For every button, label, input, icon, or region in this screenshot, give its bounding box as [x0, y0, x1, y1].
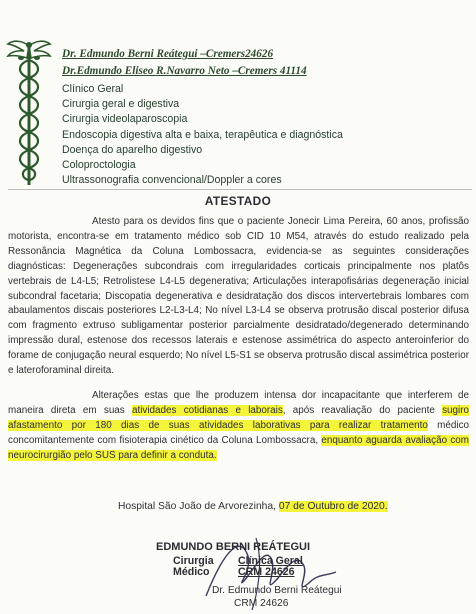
date-text: 07 de Outubro de 2020.: [278, 501, 388, 512]
highlighted-text: sugiro afastamento por 180 dias de suas atividades laborativas para realizar tratamento: [8, 404, 469, 431]
document-title: ATESTADO: [204, 194, 272, 208]
certificate-paragraph-1: Atesto para os devidos fins que o paciente Jonecir Lima Pereira, 60 anos, profissão motorista, encontra-se em tratamento médico sob CID 10 M54, através do estudo realizado pela Ressonância Magnética da Coluna Lombossacra, evidencia-se as seguintes considerações diagnósticas: Degenerações subcondrais com irregularidades corticais principalmente nos platôs vertebrais de L4-L5; Retrolistese L4-L5 degenerativa; Articulações interapofisárias degeneração inicial subcondral facetaria; Discopatia degenerativa e desidratação dos discos intervertebrais lombares com abaulamentos discais posteriores L2-L3-L4; No nível L3-L4 se observa protrusão discal posterior difusa com fragmento extruso subligamentar posterior parcialmente desidratado/degenerado determinando impressão dural, estenose dos recessos laterais e estenose assimétrica do aspecto anteroinferior do forame de conjugação neural esquerdo; No nível L5-S1 se observa protrusão discal assimétrica posterior e lateroforaminal direita.: [8, 216, 469, 377]
specialty-item: Cirurgia geral e digestiva: [62, 98, 180, 111]
certificate-paragraph-2: [8, 389, 469, 464]
specialty-item: Coloproctologia: [62, 159, 136, 172]
specialty-item: Clínico Geral: [62, 83, 124, 95]
stamp-right-line-1: Clínica Geral: [238, 555, 303, 567]
stamp-right-line-2: CRM 24626: [238, 566, 295, 578]
paragraph-text: médico concomitantemente com fisioterapia cinético da Coluna Lombossacra,: [8, 419, 469, 446]
specialty-item: Cirurgia videolaparoscopia: [62, 113, 188, 126]
doctor-name-1: Dr. Edmundo Berni Reátegui –Cremers24626: [62, 48, 274, 60]
caduceus-icon: [6, 38, 52, 188]
place-and-date: [118, 501, 388, 512]
header-divider: [8, 189, 472, 190]
signature-crm: CRM 24626: [234, 598, 289, 609]
stamp-left-line-2: Médico: [173, 566, 210, 578]
stamp-left-line-1: Cirurgia: [173, 555, 214, 567]
highlighted-text: atividades cotidianas e laborais: [132, 404, 283, 416]
specialty-item: Endoscopia digestiva alta e baixa, terapêutica e diagnóstica: [62, 128, 343, 141]
paragraph-text: , após reavaliação do paciente: [282, 404, 443, 416]
stamp-specialty-left: [173, 556, 214, 578]
specialties-list: [62, 82, 343, 188]
specialty-item: Doença do aparelho digestivo: [62, 143, 203, 156]
specialty-item: Ultrassonografia convencional/Doppler a cores: [62, 174, 282, 187]
paragraph-text: Alterações estas que lhe produzem intensa dor incapacitante que interferem de maneira direta em suas: [8, 390, 469, 416]
signature-name: Dr. Edmundo Berni Reátegui: [212, 585, 342, 596]
highlighted-text: enquanto aguarda avaliação com neurocirurgião pelo SUS para definir a conduta.: [8, 434, 469, 461]
stamp-specialty-right: [238, 556, 303, 578]
stamp-doctor-name: EDMUNDO BERNI REÁTEGUI: [156, 541, 311, 553]
doctor-name-2: Dr.Edmundo Eliseo R.Navarro Neto –Cremers 41114: [62, 65, 307, 77]
place-text: Hospital São João de Arvorezinha,: [118, 501, 279, 512]
doctors-header: [62, 46, 307, 80]
